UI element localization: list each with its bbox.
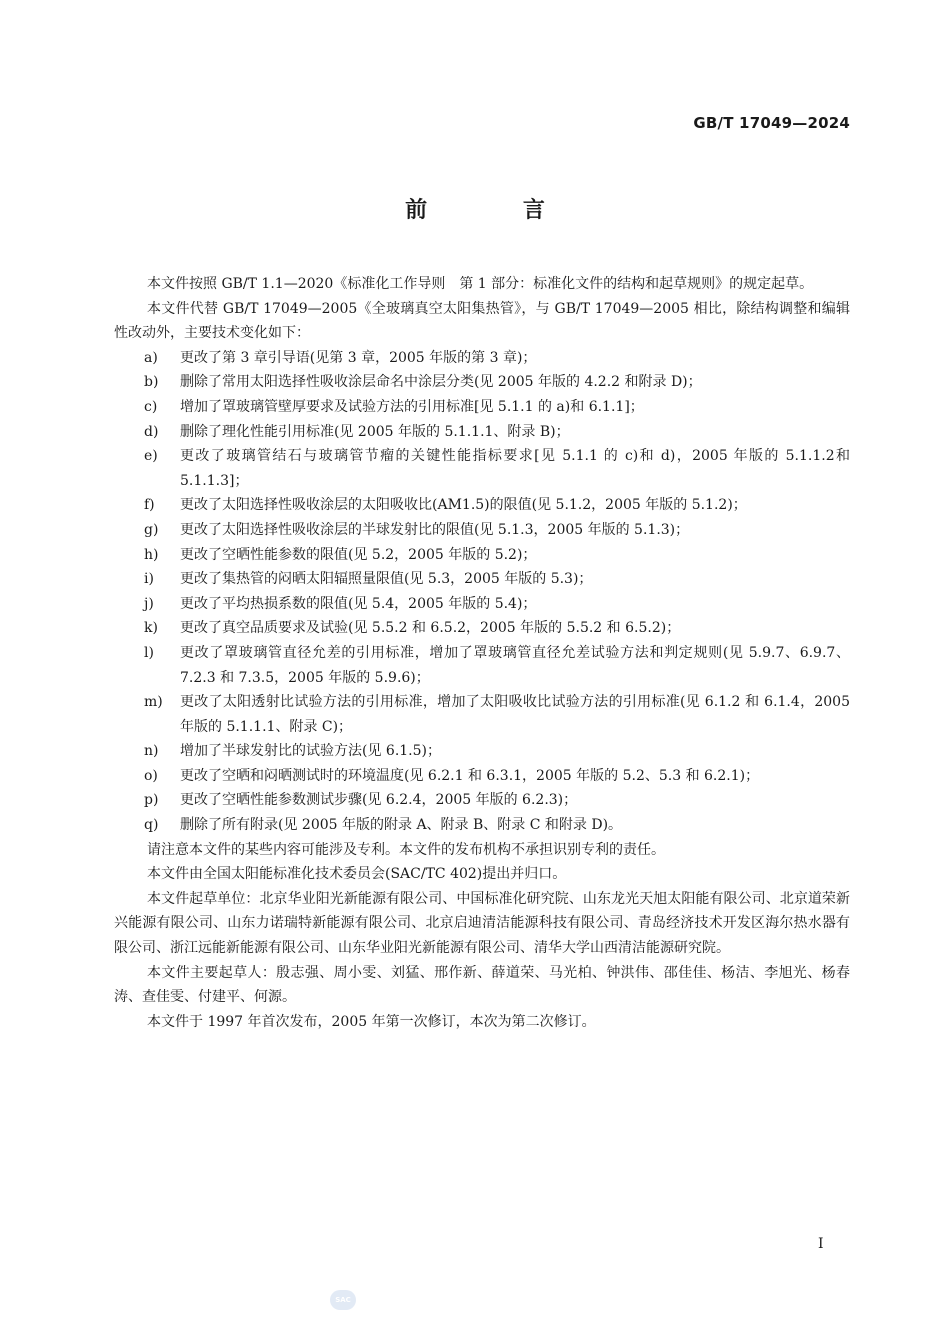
list-item-text: 更改了第 3 章引导语(见第 3 章，2005 年版的第 3 章)；: [180, 349, 537, 366]
list-item-marker: c): [144, 398, 158, 415]
list-item-marker: a): [144, 349, 158, 366]
list-item-marker: j): [144, 595, 154, 612]
list-item-text: 更改了空晒和闷晒测试时的环境温度(见 6.2.1 和 6.3.1，2005 年版的 5.2、5.3 和 6.2.1)；: [180, 767, 760, 784]
list-item: [114, 395, 850, 420]
list-item-marker: i): [144, 571, 154, 588]
list-item-text: 更改了真空品质要求及试验(见 5.5.2 和 6.5.2，2005 年版的 5.5.2 和 6.5.2)；: [180, 620, 681, 637]
list-item: [114, 543, 850, 568]
list-item-marker: k): [144, 620, 158, 637]
list-item: [114, 370, 850, 395]
list-item-text: 增加了半球发射比的试验方法(见 6.1.5)；: [180, 743, 441, 760]
list-item: [114, 788, 850, 813]
list-item-text: 更改了太阳选择性吸收涂层的太阳吸收比(AM1.5)的限值(见 5.1.2，2005 年版的 5.1.2)；: [180, 497, 747, 514]
list-item: [114, 690, 850, 739]
drafting-organizations-paragraph: 本文件起草单位：北京华业阳光新能源有限公司、中国标准化研究院、山东龙光天旭太阳能有限公司、北京道荣新兴能源有限公司、山东力诺瑞特新能源有限公司、北京启迪清洁能源科技有限公司、青岛经济技术开发区海尔热水器有限公司、浙江远能新能源有限公司、山东华业阳光新能源有限公司、清华大学山西清洁能源研究院。: [114, 890, 850, 957]
list-item: [114, 567, 850, 592]
list-item: [114, 444, 850, 493]
sac-watermark-logo: SAC: [330, 1290, 356, 1310]
list-item: [114, 813, 850, 838]
list-item-text: 更改了空晒性能参数的限值(见 5.2，2005 年版的 5.2)；: [180, 546, 537, 563]
list-item-text: 删除了所有附录(见 2005 年版的附录 A、附录 B、附录 C 和附录 D)。: [180, 817, 623, 834]
intro-paragraph-replacement: 本文件代替 GB/T 17049—2005《全玻璃真空太阳集热管》，与 GB/T 17049—2005 相比，除结构调整和编辑性改动外，主要技术变化如下：: [114, 300, 850, 342]
patent-notice-paragraph: 请注意本文件的某些内容可能涉及专利。本文件的发布机构不承担识别专利的责任。: [147, 841, 665, 858]
list-item-marker: l): [144, 644, 154, 661]
list-item-text: 更改了玻璃管结石与玻璃管节瘤的关键性能指标要求[见 5.1.1 的 c)和 d)，2005 年版的 5.1.1.2和 5.1.1.3]；: [180, 448, 850, 489]
list-item-marker: f): [144, 497, 155, 514]
list-item: [114, 739, 850, 764]
list-item-marker: q): [144, 817, 159, 834]
list-item-marker: d): [144, 423, 159, 440]
list-item: [114, 641, 850, 690]
page-title: 前 言: [405, 198, 589, 223]
list-item-text: 更改了太阳透射比试验方法的引用标准，增加了太阳吸收比试验方法的引用标准(见 6.1.2 和 6.1.4，2005 年版的 5.1.1.1、附录 C)；: [180, 694, 850, 735]
technical-changes-list: [114, 346, 850, 838]
list-item-text: 删除了常用太阳选择性吸收涂层命名中涂层分类(见 2005 年版的 4.2.2 和附录 D)；: [180, 374, 702, 391]
list-item-marker: h): [144, 546, 159, 563]
list-item: [114, 420, 850, 445]
list-item-marker: g): [144, 521, 159, 538]
list-item-marker: e): [144, 448, 158, 465]
intro-paragraph-drafting-rules: 本文件按照 GB/T 1.1—2020《标准化工作导则 第 1 部分：标准化文件的结构和起草规则》的规定起草。: [147, 276, 814, 292]
list-item-text: 更改了平均热损系数的限值(见 5.4，2005 年版的 5.4)；: [180, 595, 537, 612]
list-item: [114, 493, 850, 518]
list-item-text: 增加了罩玻璃管壁厚要求及试验方法的引用标准[见 5.1.1 的 a)和 6.1.1]；: [180, 398, 644, 415]
page-number: I: [818, 1236, 824, 1252]
revision-history-paragraph: 本文件于 1997 年首次发布，2005 年第一次修订，本次为第二次修订。: [147, 1013, 596, 1030]
list-item: [114, 764, 850, 789]
proposer-paragraph: 本文件由全国太阳能标准化技术委员会(SAC/TC 402)提出并归口。: [147, 866, 567, 883]
list-item-marker: b): [144, 374, 159, 391]
list-item-marker: p): [144, 792, 159, 809]
list-item-text: 更改了集热管的闷晒太阳辐照量限值(见 5.3，2005 年版的 5.3)；: [180, 571, 593, 588]
list-item-text: 更改了太阳选择性吸收涂层的半球发射比的限值(见 5.1.3，2005 年版的 5.1.3)；: [180, 521, 690, 538]
list-item: [114, 592, 850, 617]
list-item: [114, 518, 850, 543]
document-number: GB/T 17049—2024: [693, 114, 850, 132]
list-item-text: 更改了空晒性能参数测试步骤(见 6.2.4，2005 年版的 6.2.3)；: [180, 792, 578, 809]
list-item: [114, 346, 850, 371]
list-item-text: 删除了理化性能引用标准(见 2005 年版的 5.1.1.1、附录 B)；: [180, 423, 570, 440]
list-item-marker: n): [144, 743, 159, 760]
drafters-paragraph: 本文件主要起草人：殷志强、周小雯、刘猛、邢作新、薛道荣、马光柏、钟洪伟、邵佳佳、杨洁、李旭光、杨春涛、查佳雯、付建平、何源。: [114, 964, 850, 1006]
list-item-marker: m): [144, 694, 163, 711]
foreword-body: [114, 272, 850, 1034]
list-item: [114, 616, 850, 641]
list-item-marker: o): [144, 767, 158, 784]
list-item-text: 更改了罩玻璃管直径允差的引用标准，增加了罩玻璃管直径允差试验方法和判定规则(见 5.9.7、6.9.7、7.2.3 和 7.3.5，2005 年版的 5.9.6)；: [180, 644, 850, 686]
